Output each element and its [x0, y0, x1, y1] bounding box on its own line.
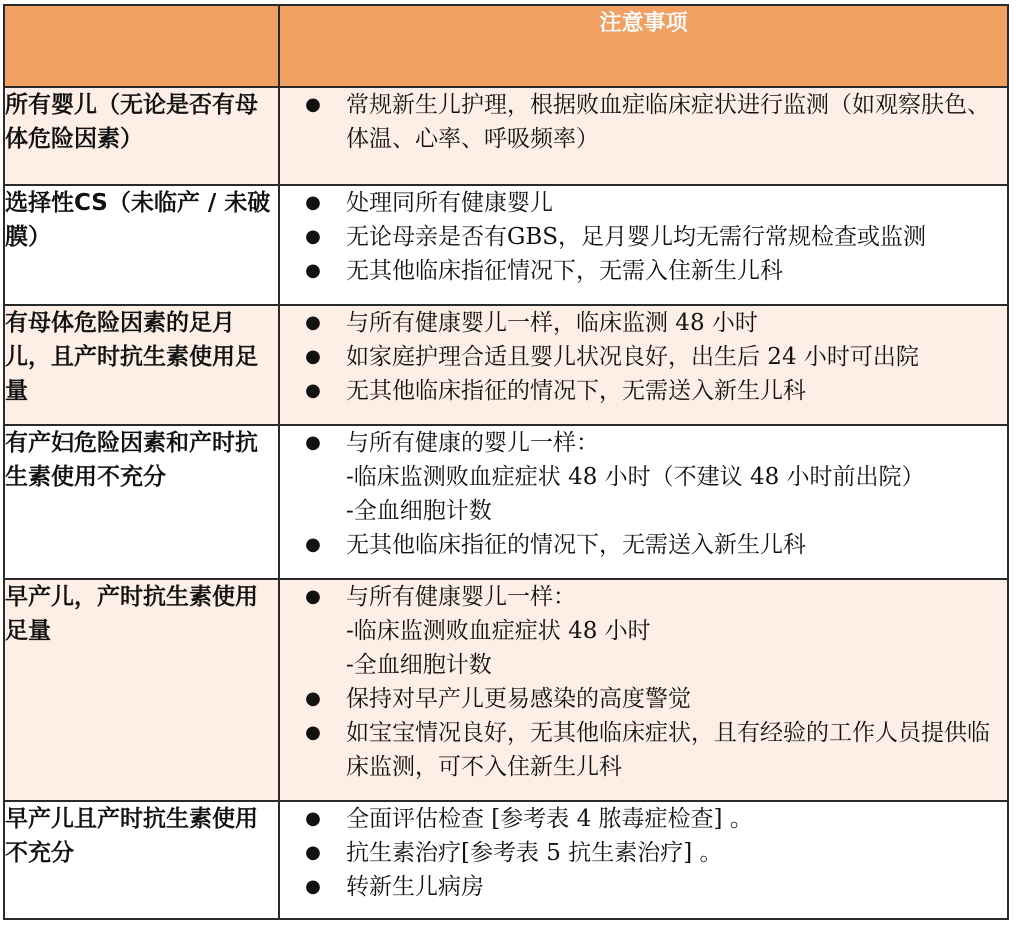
- table-row: [4, 801, 1008, 919]
- note-item: [280, 306, 1007, 340]
- note-item: [280, 682, 1007, 716]
- note-item: [280, 580, 1007, 614]
- note-item: [280, 836, 1007, 870]
- note-text: 与所有健康的婴儿一样：: [346, 430, 599, 456]
- note-text: 保持对早产儿更易感染的高度警觉: [346, 686, 691, 712]
- note-item: [280, 340, 1007, 374]
- note-text: 如家庭护理合适且婴儿状况良好，出生后 24 小时可出院: [346, 344, 919, 370]
- bullet-icon: ●: [305, 688, 321, 709]
- condition-cell: 选择性CS（未临产 / 未破膜）: [4, 185, 279, 305]
- note-text: 无论母亲是否有GBS，足月婴儿均无需行常规检查或监测: [346, 224, 927, 250]
- note-item: [280, 374, 1007, 408]
- condition-cell: 早产儿且产时抗生素使用不充分: [4, 801, 279, 919]
- note-text: 常规新生儿护理，根据败血症临床症状进行监测（如观察肤色、体温、心率、呼吸频率）: [346, 92, 990, 152]
- condition-cell: 所有婴儿（无论是否有母体危险因素）: [4, 87, 279, 185]
- note-text: 无其他临床指征的情况下，无需送入新生儿科: [346, 378, 806, 404]
- note-subitem: -全血细胞计数: [346, 652, 492, 678]
- bullet-icon: ●: [305, 346, 321, 367]
- notes-cell: [279, 579, 1008, 801]
- note-item: [280, 220, 1007, 254]
- note-text: 与所有健康婴儿一样：: [346, 584, 576, 610]
- note-item: [280, 426, 1007, 460]
- bullet-icon: ●: [305, 94, 321, 115]
- header-title: 注意事项: [279, 5, 1008, 87]
- table-row: [4, 579, 1008, 801]
- bullet-icon: ●: [305, 534, 321, 555]
- table-body: [4, 87, 1008, 919]
- notes-cell: [279, 305, 1008, 425]
- header-left-cell: [4, 5, 279, 87]
- header-row: [4, 5, 1008, 87]
- bullet-icon: ●: [305, 808, 321, 829]
- condition-cell: 早产儿，产时抗生素使用足量: [4, 579, 279, 801]
- notes-cell: [279, 87, 1008, 185]
- note-text: 无其他临床指征的情况下，无需送入新生儿科: [346, 532, 806, 558]
- note-subitem: -临床监测败血症症状 48 小时（不建议 48 小时前出院）: [346, 464, 925, 490]
- note-item: [280, 88, 1007, 156]
- bullet-icon: ●: [305, 260, 321, 281]
- bullet-icon: ●: [305, 842, 321, 863]
- condition-cell: 有母体危险因素的足月儿，且产时抗生素使用足量: [4, 305, 279, 425]
- notes-cell: [279, 801, 1008, 919]
- bullet-icon: ●: [305, 380, 321, 401]
- condition-cell: 有产妇危险因素和产时抗生素使用不充分: [4, 425, 279, 579]
- bullet-icon: ●: [305, 432, 321, 453]
- table-row: [4, 425, 1008, 579]
- note-text: 抗生素治疗[参考表 5 抗生素治疗] 。: [346, 840, 723, 866]
- bullet-icon: ●: [305, 192, 321, 213]
- notes-cell: [279, 185, 1008, 305]
- bullet-icon: ●: [305, 226, 321, 247]
- note-subitem: -临床监测败血症症状 48 小时: [346, 618, 651, 644]
- note-item: [280, 716, 1007, 784]
- care-notes-table: [3, 4, 1009, 920]
- bullet-icon: ●: [305, 876, 321, 897]
- notes-cell: [279, 425, 1008, 579]
- bullet-icon: ●: [305, 586, 321, 607]
- note-subitem: -全血细胞计数: [346, 498, 492, 524]
- note-text: 全面评估检查 [参考表 4 脓毒症检查] 。: [346, 806, 753, 832]
- table-row: [4, 185, 1008, 305]
- table-row: [4, 87, 1008, 185]
- note-text: 转新生儿病房: [346, 874, 484, 900]
- note-item: [280, 870, 1007, 904]
- note-text: 处理同所有健康婴儿: [346, 190, 553, 216]
- note-text: 与所有健康婴儿一样，临床监测 48 小时: [346, 310, 758, 336]
- note-text: 如宝宝情况良好，无其他临床症状，且有经验的工作人员提供临床监测，可不入住新生儿科: [346, 720, 990, 780]
- bullet-icon: ●: [305, 312, 321, 333]
- bullet-icon: ●: [305, 722, 321, 743]
- note-item: [280, 802, 1007, 836]
- note-text: 无其他临床指征情况下，无需入住新生儿科: [346, 258, 783, 284]
- note-item: [280, 528, 1007, 562]
- table-row: [4, 305, 1008, 425]
- note-item: [280, 186, 1007, 220]
- note-item: [280, 254, 1007, 288]
